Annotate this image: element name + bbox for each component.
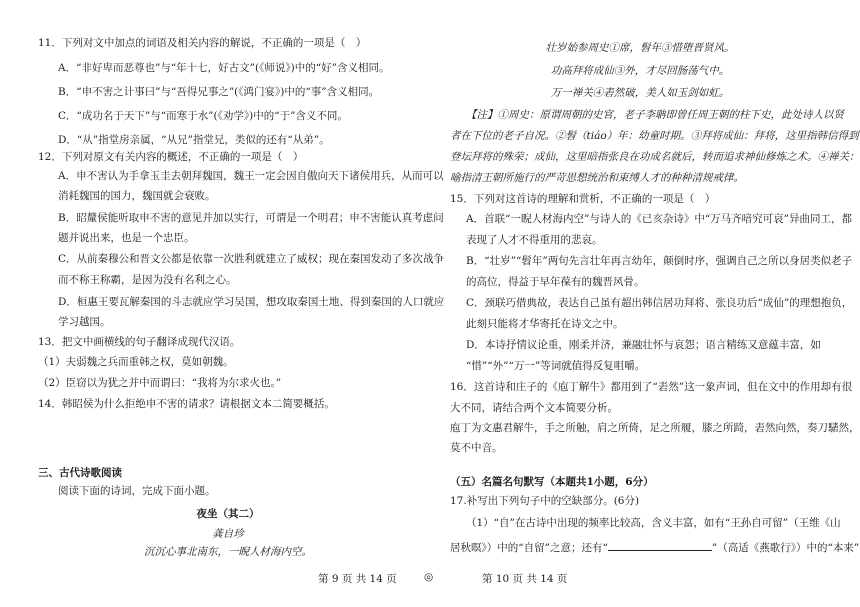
- poem-note-line2: 者在下位的老子自况。②髫（tiáo）年：幼童时期。③拜将成仙：拜将，这里指韩信得到: [450, 130, 859, 142]
- poem-note-line3: 登坛拜将的殊荣；成仙，这里暗指张良在功成名就后，转而追求神仙修炼之术。④禅关：: [450, 151, 860, 163]
- poem-note-line4: 喻指清王朝所施行的严苛思想统治和束缚人才的种种清规戒律。: [450, 172, 744, 184]
- poem-instruction: 阅读下面的诗词，完成下面小题。: [58, 485, 216, 497]
- q12-option-a-line1: A．申不害认为手拿玉圭去朝拜魏国，魏王一定会因自傲向天下诸侯用兵，从而可以: [58, 170, 444, 182]
- q12-option-d-line1: D．桓惠王要瓦解秦国的斗志就应学习吴国，想攻取秦国土地、得到秦国的人口就应: [58, 296, 445, 308]
- q11-option-d: D．“从”指堂房亲属，“从兄”指堂兄，类似的还有“从弟”。: [58, 134, 330, 146]
- q11-stem: 11．下列对文中加点的词语及相关内容的解说，不正确的一项是（ ）: [38, 37, 367, 49]
- q17-item1-line2-prefix: 居秋暝》）中的“自留”之意；还有“: [450, 542, 608, 554]
- poem-line-4: 万一禅关④砉然破，美人如玉剑如虹。: [550, 87, 730, 99]
- q16-line1: 16．这首诗和庄子的《庖丁解牛》都用到了“砉然”这一象声词，但在文中的作用却有很: [450, 381, 853, 393]
- footer-page-right: 第 10 页 共 14 页: [482, 573, 568, 585]
- q12-option-c-line1: C．从前秦穆公和晋文公都是依靠一次胜利就建立了威权；现在秦国发动了多次战争: [58, 253, 445, 265]
- q15-stem: 15．下列对这首诗的理解和赏析，不正确的一项是（ ）: [450, 193, 716, 205]
- q12-option-d-line2: 学习越国。: [58, 316, 111, 328]
- q17-item1-line2-suffix: ”（高适《燕歌行》）中的“本来”: [711, 542, 860, 554]
- footer-page-left: 第 9 页 共 14 页: [318, 573, 397, 585]
- q13-sentence-1: （1）夫弱魏之兵而重韩之权，莫如朝魏。: [38, 356, 234, 368]
- q11-option-a: A．“非好卑而恶尊也”与“年十七，好古文”(《师说》)中的“好”含义相同。: [58, 62, 390, 74]
- q11-option-b: B．“申不害之计事曰”与“吾得兄事之”(《鸿门宴》)中的“事”含义相同。: [58, 86, 380, 98]
- section-5-heading: （五）名篇名句默写（本题共1小题，6分）: [450, 476, 654, 488]
- q17-stem: 17.补写出下列句子中的空缺部分。(6分): [450, 495, 640, 507]
- answer-blank[interactable]: [608, 538, 712, 551]
- q15-option-c-line1: C．颈联巧借典故，表达自己虽有超出韩信居功拜将、张良功后“成仙”的理想抱负，: [466, 297, 853, 309]
- q15-option-c-line2: 此刻只能将才华寄托在诗文之中。: [466, 318, 624, 330]
- q12-option-a-line2: 消耗魏国的国力，魏国就会衰败。: [58, 190, 216, 202]
- q17-item1-line2: [450, 538, 859, 555]
- q15-option-a-line1: A．首联“一睨人材海内空”与诗人的《已亥杂诗》中“万马齐喑究可哀”异曲同工，都: [466, 213, 853, 225]
- poem-line-2: 壮岁始参周史①席，髫年③惜堕晋贤风。: [545, 42, 735, 54]
- q11-option-c: C．“成功名于天下”与“而寒于水”(《劝学》)中的“于”含义不同。: [58, 110, 348, 122]
- q13-stem: 13．把文中画横线的句子翻译成现代汉语。: [38, 336, 241, 348]
- q15-option-b-line1: B．“壮岁”“髫年”两句先言壮年再言幼年，颠倒时序，强调自己之所以身居类似老子: [466, 255, 853, 267]
- poem-author: 龚自珍: [212, 528, 244, 540]
- poem-title: 夜坐（其二）: [196, 508, 260, 520]
- poem-line-1: 沉沉心事北南东，一睨人材海内空。: [144, 546, 312, 558]
- poem-line-3: 功高拜将成仙③外，才尽回肠荡气中。: [550, 65, 730, 77]
- q12-stem: 12．下列对原文有关内容的概述，不正确的一项是（ ）: [38, 151, 304, 163]
- poem-note-line1: 【注】①周史：原谓周朝的史官，老子李聃即曾任周王朝的柱下史，此处诗人以贤: [466, 109, 844, 121]
- q16-line2: 大不同，请结合两个文本简要分析。: [450, 402, 618, 414]
- section-3-heading: 三、古代诗歌阅读: [38, 467, 122, 479]
- q12-option-b-line1: B．昭釐侯能听取申不害的意见并加以实行，可谓是一个明君；申不害能认真考虑问: [58, 212, 444, 224]
- q14-stem: 14．韩昭侯为什么拒绝申不害的请求？请根据文本二简要概括。: [38, 398, 335, 410]
- q15-option-d-line1: D．本诗抒情议论重，刚柔并济，兼融壮怀与哀怨；语言精练又意蕴丰富，如: [466, 339, 821, 351]
- q16-excerpt-line1: 庖丁为文惠君解牛，手之所触，肩之所倚，足之所履，膝之所踦，砉然向然，奏刀騞然，: [450, 422, 860, 434]
- q12-option-b-line2: 题并说出来，也是一个忠臣。: [58, 232, 195, 244]
- q17-item1-line1: （1）“自”在古诗中出现的频率比较高，含义丰富，如有“王孙自可留”（王维《山: [466, 517, 841, 529]
- footer-symbol: ◎: [424, 571, 434, 583]
- q15-option-a-line2: 表现了人才不得重用的悲哀。: [466, 234, 603, 246]
- q12-option-c-line2: 而不称王称霸，是因为没有名利之心。: [58, 274, 237, 286]
- q15-option-d-line2: “惜”“外”“万一”等词就值得反复咀嚼。: [466, 360, 646, 372]
- q13-sentence-2: （2）臣窃以为犹之并中而谓曰：“我将为尔求火也。”: [38, 377, 282, 389]
- q15-option-b-line2: 的高位，得益于早年葆有的魏晋风骨。: [466, 276, 645, 288]
- q16-excerpt-line2: 莫不中音。: [450, 442, 503, 454]
